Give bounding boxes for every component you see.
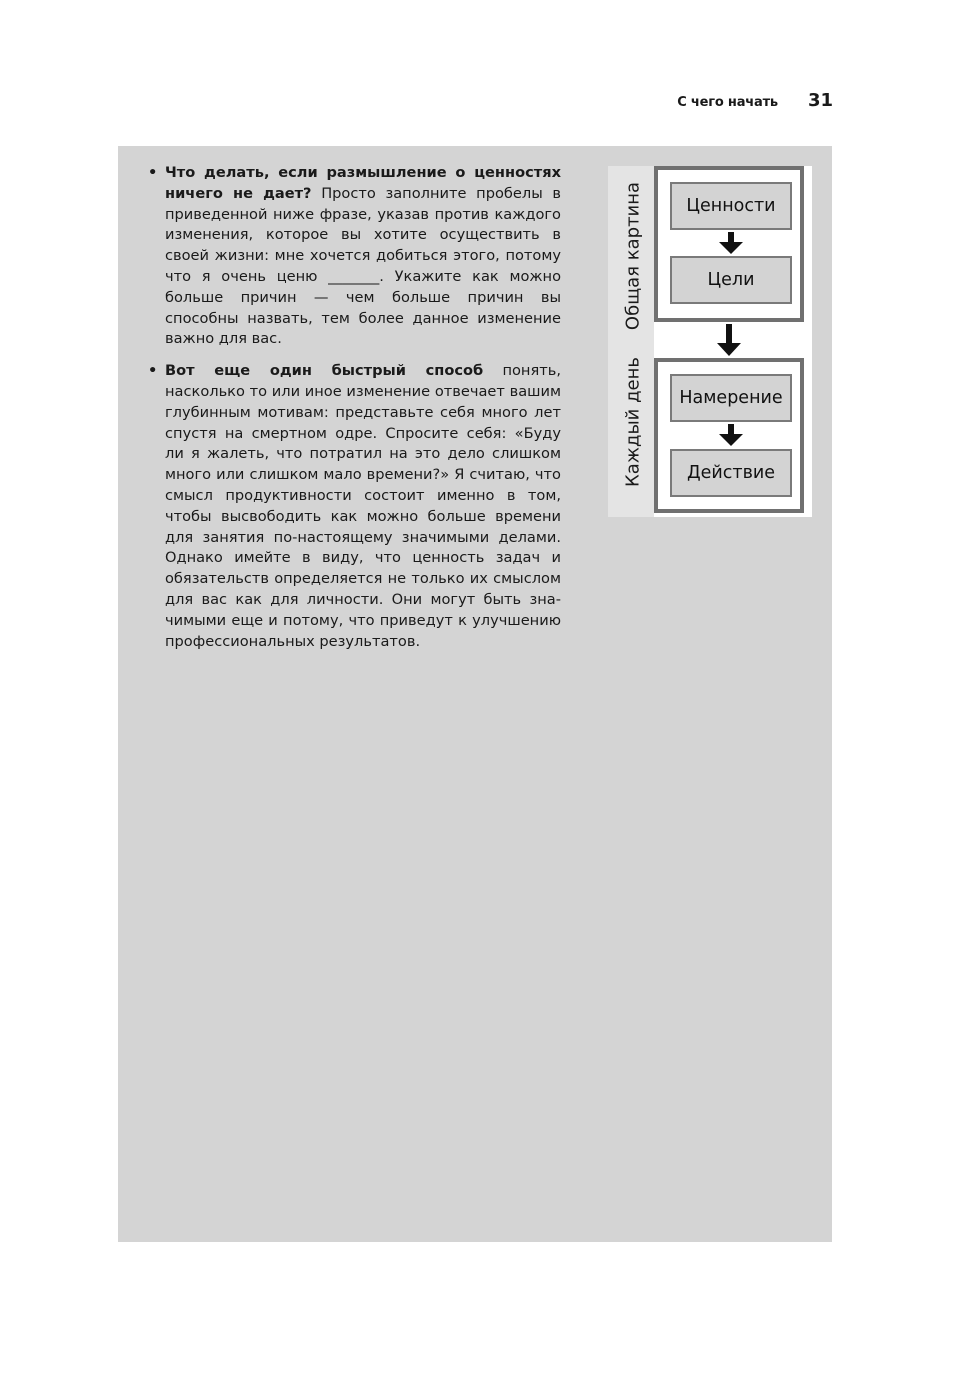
stage-goals: Цели	[670, 256, 792, 304]
group-label-daily: Каждый день	[622, 357, 644, 487]
bullet-dot: •	[148, 164, 158, 181]
page-number: 31	[807, 90, 833, 111]
stage-values: Ценности	[670, 182, 792, 230]
stage-intention: Намерение	[670, 374, 792, 422]
big-picture-group	[654, 166, 804, 322]
stage-action: Действие	[670, 449, 792, 497]
arrow-down-icon	[719, 232, 743, 254]
bullet-dot: •	[148, 362, 158, 380]
group-label-big-picture: Общая картина	[622, 181, 644, 331]
bullet-item	[148, 163, 561, 350]
arrow-down-icon	[717, 324, 741, 356]
running-header	[677, 90, 833, 111]
bullet-text: Просто заполните пробелы в приведенной ниже фразе, указав против каждого изменения, которое вы хотите осуществить в своей жизни: мне хочется добиться этого, потому что я очень ценю _______. Укажите как можно больше причин — чем больше причин вы способны назвать, тем более данное изменение важно для вас.	[165, 184, 561, 348]
daily-group	[654, 358, 804, 513]
bullet-text: понять, насколько то или иное изменение отвечает вашим глубинным мотивам: представьте себя много лет спустя на смертном одре. Спросите себя: «Буду ли я жалеть, что потратил на это дело слишком много или слишком мало времени?» Я считаю, что смысл продуктивности состоит именно в том, чтобы высвободить как можно больше времени для занятия по-настоящему значимыми делами. Однако имейте в виду, что ценность задач и обязательств определяется не только их смыслом для вас как для личности. Они могут быть значимыми еще и потому, что приведут к улучшению профессиональных результатов.	[165, 362, 561, 650]
bullet-item	[148, 361, 561, 652]
body-text	[148, 163, 561, 663]
section-title: С чего начать	[677, 95, 778, 110]
arrow-down-icon	[719, 424, 743, 446]
bullet-lead: Что делать, если размышление о ценностях ничего не дает?	[165, 164, 561, 202]
values-flow-diagram	[608, 166, 812, 517]
bullet-lead: Вот еще один быстрый способ	[165, 362, 484, 380]
